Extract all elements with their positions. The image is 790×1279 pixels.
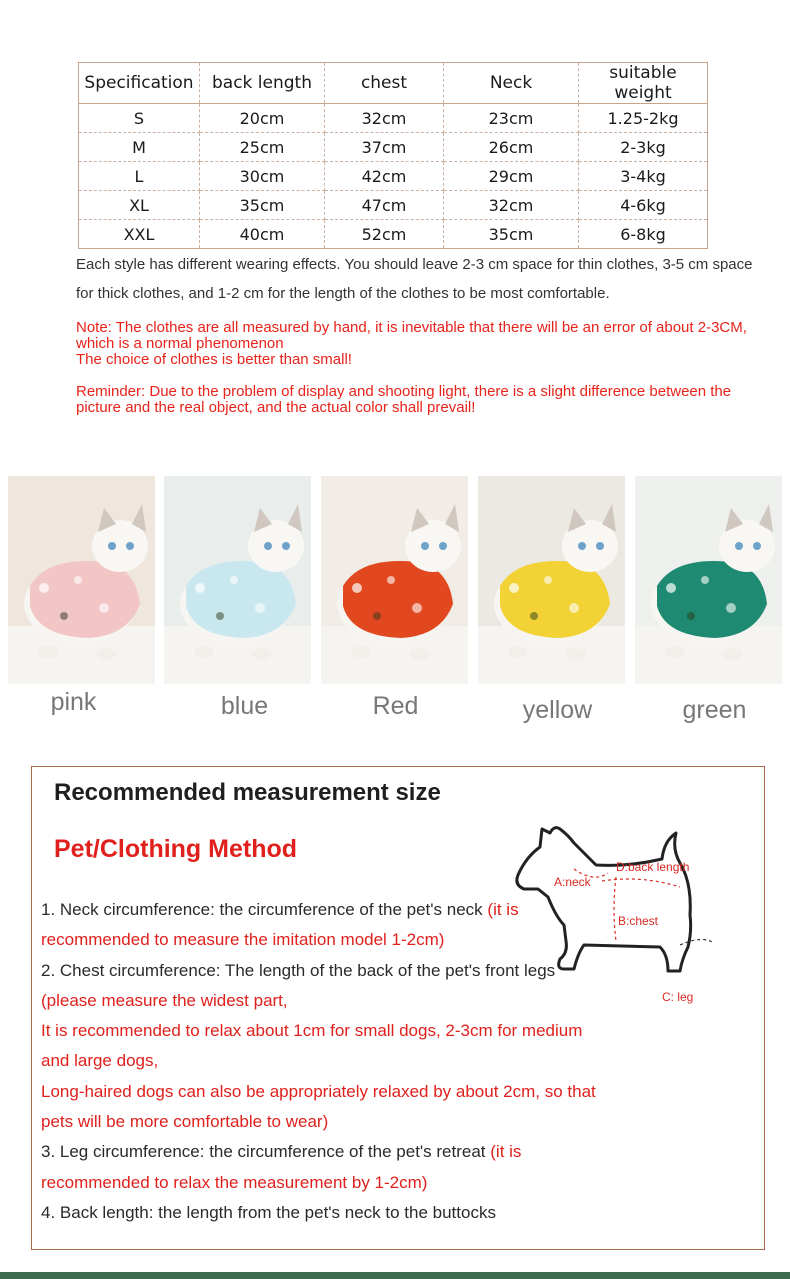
measurement-note-line1: Note: The clothes are all measured by hand, it is inevitable that there will be an error of about 2-3CM, which is a normal phenomenon (76, 319, 747, 352)
table-cell: 37cm (325, 133, 444, 162)
table-cell: M (79, 133, 200, 162)
table-cell: 2-3kg (579, 133, 708, 162)
wearing-note: Each style has different wearing effects. You should leave 2-3 cm space for thin clothes, 3-5 cm space for thick clothes, and 1-2 cm for the length of the clothes to be most comfortable. (76, 256, 753, 302)
table-cell: 1.25-2kg (579, 104, 708, 133)
table-cell: 30cm (200, 162, 325, 191)
guide-title: Recommended measurement size (54, 779, 441, 806)
table-cell: S (79, 104, 200, 133)
table-cell: 20cm (200, 104, 325, 133)
header-suitable-weight: suitable weight (579, 63, 708, 104)
color-label-blue[interactable]: blue (220, 692, 269, 720)
color-label-red[interactable]: Red (372, 692, 419, 720)
header-specification: Specification (79, 63, 200, 104)
table-row (79, 133, 708, 162)
table-cell: 26cm (444, 133, 579, 162)
diagram-label-neck: A:neck (554, 875, 591, 889)
photo-red[interactable] (321, 476, 468, 684)
table-cell: 32cm (325, 104, 444, 133)
table-cell: 23cm (444, 104, 579, 133)
color-label-pink[interactable]: pink (50, 688, 97, 716)
table-cell: 25cm (200, 133, 325, 162)
table-cell: L (79, 162, 200, 191)
table-cell: 35cm (200, 191, 325, 220)
table-cell: 32cm (444, 191, 579, 220)
instruction-back: 4. Back length: the length from the pet's neck to the buttocks (41, 1202, 496, 1222)
table-cell: XXL (79, 220, 200, 249)
table-cell: 42cm (325, 162, 444, 191)
cat-photo (478, 476, 625, 684)
instruction-neck: 1. Neck circumference: the circumference of the pet's neck (it is recommended to measure the imitation model 1-2cm) (41, 900, 519, 950)
size-table-header-row (79, 63, 708, 104)
cat-photo (164, 476, 311, 684)
diagram-label-chest: B:chest (618, 914, 659, 928)
chest-line (614, 877, 616, 941)
table-cell: 3-4kg (579, 162, 708, 191)
color-reminder: Reminder: Due to the problem of display and shooting light, there is a slight difference between the picture and the real object, and the actual color shall prevail! (76, 383, 732, 416)
bottom-bar (0, 1272, 790, 1279)
product-photos (8, 476, 790, 684)
diagram-label-back: D:back length (616, 860, 690, 874)
table-cell: 4-6kg (579, 191, 708, 220)
header-neck: Neck (444, 63, 579, 104)
table-row (79, 220, 708, 249)
table-cell: 29cm (444, 162, 579, 191)
guide-subtitle: Pet/Clothing Method (54, 835, 298, 863)
header-chest: chest (325, 63, 444, 104)
header-back-length: back length (200, 63, 325, 104)
cat-photo (321, 476, 468, 684)
instruction-leg: 3. Leg circumference: the circumference of the pet's retreat (it is recommended to relax the measurement by 1-2cm) (41, 1142, 522, 1192)
table-cell: XL (79, 191, 200, 220)
table-row (79, 104, 708, 133)
leg-line (680, 939, 714, 945)
measurement-instructions (41, 895, 611, 1228)
cat-photo (8, 476, 155, 684)
table-cell: 6-8kg (620, 224, 666, 244)
table-row (79, 162, 708, 191)
photo-blue[interactable] (164, 476, 311, 684)
table-cell: 40cm (200, 220, 325, 249)
diagram-label-leg: C: leg (662, 990, 694, 1004)
cat-photo (635, 476, 782, 684)
size-table (78, 62, 708, 249)
table-row (79, 191, 708, 220)
photo-yellow[interactable] (478, 476, 625, 684)
color-label-yellow[interactable]: yellow (522, 696, 593, 724)
back-line (602, 879, 680, 887)
instruction-chest: 2. Chest circumference: The length of the back of the pet's front legs (please measure the widest part, It is recommended to relax about 1cm for small dogs, 2-3cm for medium and large dogs, Long-haired dogs can also be appropriately relaxed by about 2cm, so that pets will be more comfortable to wear) (41, 960, 596, 1132)
color-label-green[interactable]: green (682, 696, 747, 724)
measurement-note (76, 320, 756, 368)
measurement-guide (31, 766, 765, 1250)
photo-pink[interactable] (8, 476, 155, 684)
measurement-note-line2: The choice of clothes is better than small! (76, 351, 352, 368)
table-cell: 47cm (325, 191, 444, 220)
table-cell: 35cm (444, 220, 579, 249)
table-cell: 52cm (325, 220, 444, 249)
photo-green[interactable] (635, 476, 782, 684)
